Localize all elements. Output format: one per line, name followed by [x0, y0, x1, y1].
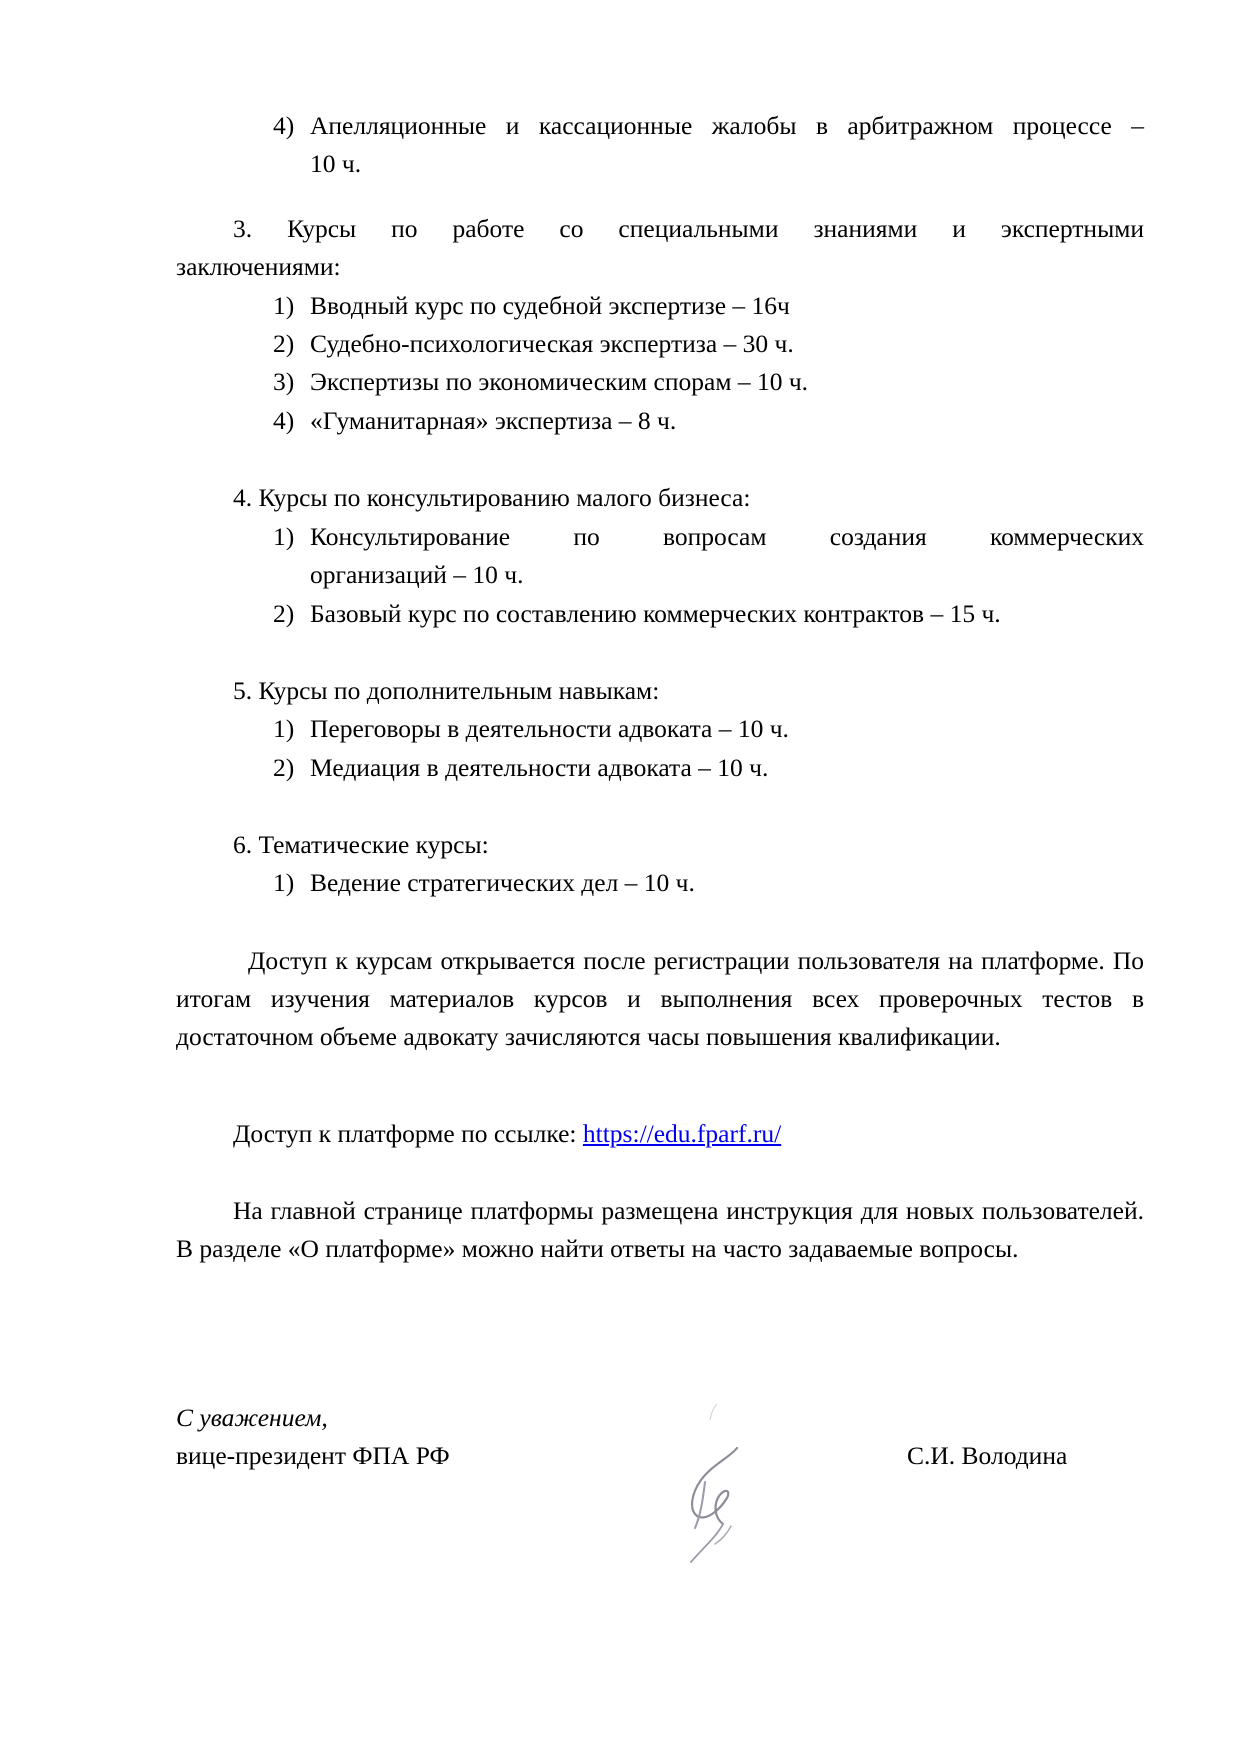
list-number: 1) — [273, 714, 295, 743]
list-number: 1) — [273, 522, 295, 551]
section-heading-3: 3. Курсы по работе со специальными знаниями и экспертными — [233, 214, 1144, 243]
section-heading-5: 5. Курсы по дополнительным навыкам: — [233, 676, 660, 705]
closing-salutation: С уважением, — [176, 1403, 328, 1432]
list-item-text: «Гуманитарная» экспертиза – 8 ч. — [310, 406, 677, 435]
list-item-text-continuation: 10 ч. — [310, 149, 362, 178]
list-item-text: Апелляционные и кассационные жалобы в арбитражном процессе – — [310, 111, 1144, 140]
list-number: 4) — [273, 406, 295, 435]
list-item-text: Консультирование по вопросам создания коммерческих — [310, 522, 1144, 551]
platform-link-line — [233, 1115, 781, 1153]
list-number: 4) — [273, 111, 295, 140]
list-number: 1) — [273, 291, 295, 320]
list-item-text: Базовый курс по составлению коммерческих контрактов – 15 ч. — [310, 599, 1001, 628]
list-item-text: Медиация в деятельности адвоката – 10 ч. — [310, 753, 769, 782]
section-heading-4: 4. Курсы по консультированию малого бизнеса: — [233, 483, 751, 512]
section-heading-6: 6. Тематические курсы: — [233, 830, 489, 859]
signatory-name: С.И. Володина — [907, 1441, 1068, 1470]
list-item-text: Переговоры в деятельности адвоката – 10 ч. — [310, 714, 789, 743]
instruction-paragraph: На главной странице платформы размещена инструкция для новых пользователей. В разделе «О платформе» можно найти ответы на часто задаваемые вопросы. — [176, 1196, 1144, 1263]
signatory-position: вице-президент ФПА РФ — [176, 1441, 450, 1470]
list-number: 2) — [273, 753, 295, 782]
list-item-text: Вводный курс по судебной экспертизе – 16ч — [310, 291, 790, 320]
section-heading-3-continuation: заключениями: — [176, 252, 341, 281]
access-paragraph: Доступ к курсам открывается после регистрации пользователя на платформе. По итогам изучения материалов курсов и выполнения всех проверочных тестов в достаточном объеме адвокату зачисляются часы повышения квалификации. — [176, 946, 1144, 1051]
list-number: 3) — [273, 367, 295, 396]
list-item-text: Судебно-психологическая экспертиза – 30 ч. — [310, 329, 794, 358]
list-number: 2) — [273, 329, 295, 358]
list-item-text-continuation: организаций – 10 ч. — [310, 560, 524, 589]
list-item-text: Экспертизы по экономическим спорам – 10 ч. — [310, 367, 809, 396]
platform-link-label: Доступ к платформе по ссылке: — [233, 1119, 583, 1148]
handwritten-signature — [655, 1398, 775, 1568]
list-number: 1) — [273, 868, 295, 897]
list-number: 2) — [273, 599, 295, 628]
platform-link[interactable]: https://edu.fparf.ru/ — [582, 1119, 782, 1148]
list-item-text: Ведение стратегических дел – 10 ч. — [310, 868, 695, 897]
